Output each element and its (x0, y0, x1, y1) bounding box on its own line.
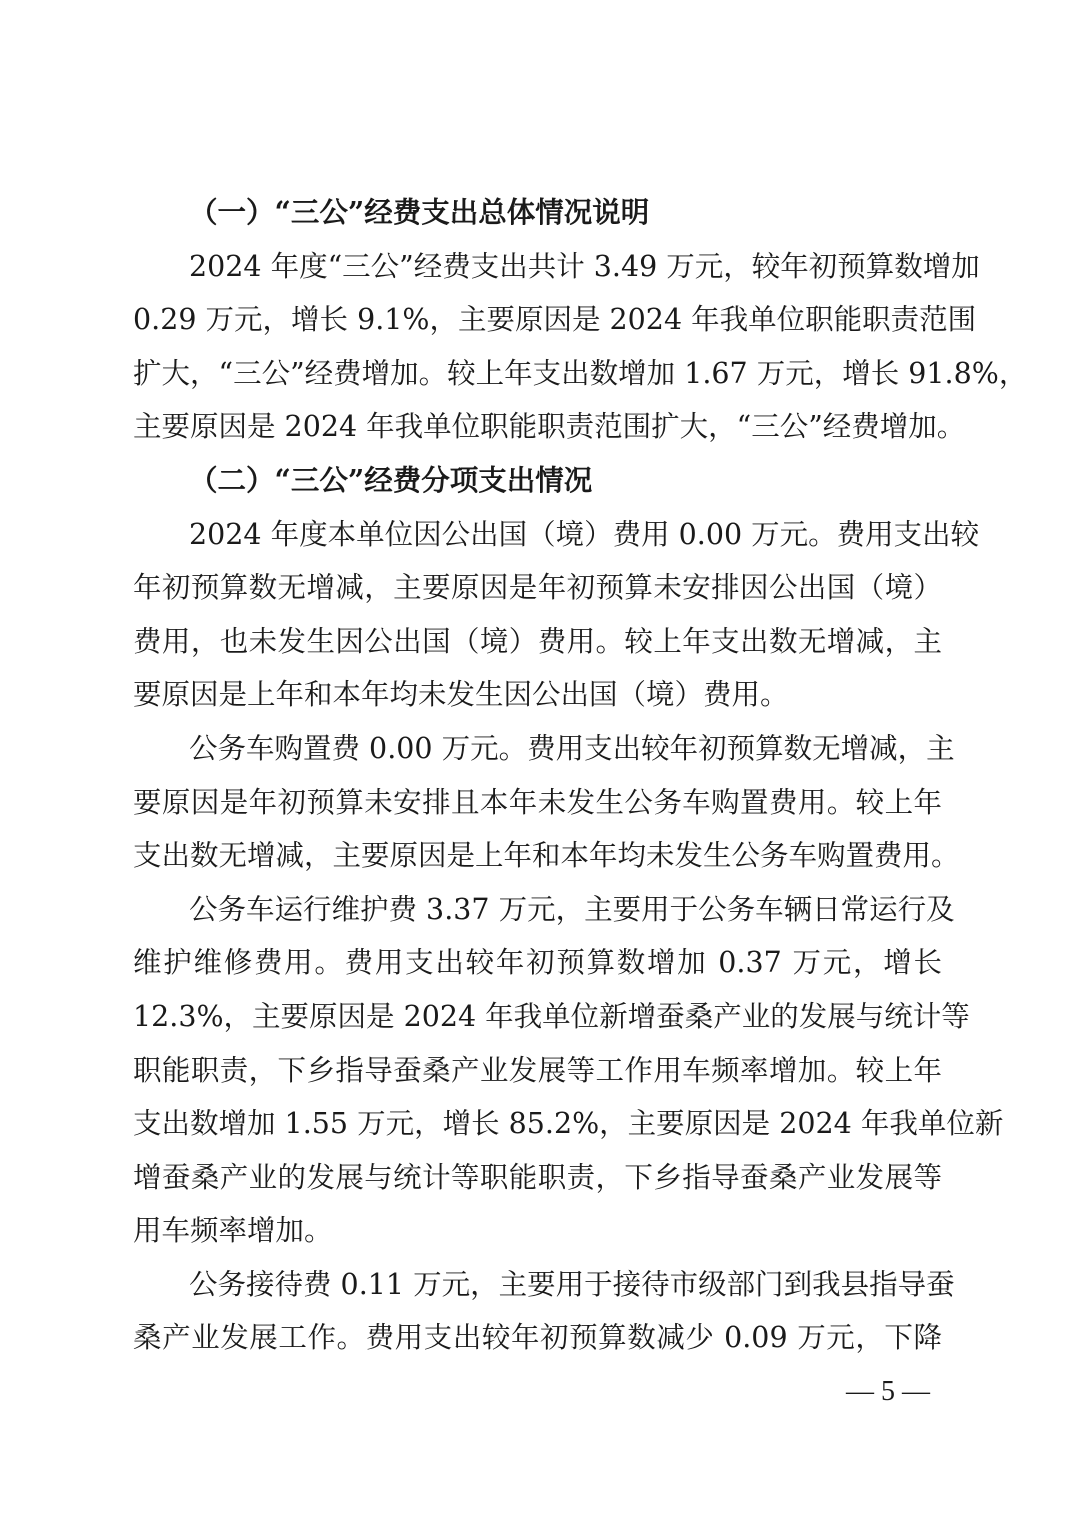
paragraph-line: 桑产业发展工作。费用支出较年初预算数减少 0.09 万元，下降 (133, 1321, 942, 1355)
paragraph-line: 年初预算数无增减，主要原因是年初预算未安排因公出国（境） (133, 571, 942, 605)
paragraph-line: 扩大，“三公”经费增加。较上年支出数增加 1.67 万元，增长 91.8%， (133, 356, 1028, 390)
paragraph-line: 0.29 万元，增长 9.1%，主要原因是 2024 年我单位职能职责范围 (133, 303, 977, 337)
paragraph-line: 维护维修费用。费用支出较年初预算数增加 0.37 万元，增长 (133, 946, 942, 980)
paragraph-line: 职能职责，下乡指导蚕桑产业发展等工作用车频率增加。较上年 (133, 1053, 942, 1087)
paragraph-line: 用车频率增加。 (133, 1214, 333, 1248)
page-number: — 5 — (846, 1376, 930, 1407)
section-heading-2: （二）“三公”经费分项支出情况 (189, 462, 593, 497)
paragraph-line: 费用，也未发生因公出国（境）费用。较上年支出数无增减，主 (133, 624, 942, 658)
paragraph-line: 12.3%，主要原因是 2024 年我单位新增蚕桑产业的发展与统计等 (133, 999, 970, 1033)
paragraph-line: 支出数无增减，主要原因是上年和本年均未发生公务车购置费用。 (133, 839, 960, 873)
paragraph-line: 公务车购置费 0.00 万元。费用支出较年初预算数无增减，主 (189, 731, 955, 765)
paragraph-line: 2024 年度“三公”经费支出共计 3.49 万元，较年初预算数增加 (189, 249, 980, 283)
document-body (133, 186, 1028, 1365)
paragraph-line: 2024 年度本单位因公出国（境）费用 0.00 万元。费用支出较 (189, 517, 980, 551)
paragraph-line: 要原因是年初预算未安排且本年未发生公务车购置费用。较上年 (133, 785, 942, 819)
paragraph-line: 公务车运行维护费 3.37 万元，主要用于公务车辆日常运行及 (189, 892, 955, 926)
paragraph-line: 要原因是上年和本年均未发生因公出国（境）费用。 (133, 678, 789, 712)
section-heading-1: （一）“三公”经费支出总体情况说明 (189, 195, 650, 229)
paragraph-line: 支出数增加 1.55 万元，增长 85.2%，主要原因是 2024 年我单位新 (133, 1107, 1004, 1141)
paragraph-line: 公务接待费 0.11 万元，主要用于接待市级部门到我县指导蚕 (189, 1267, 955, 1301)
paragraph-line: 主要原因是 2024 年我单位职能职责范围扩大，“三公”经费增加。 (133, 410, 966, 444)
paragraph-line: 增蚕桑产业的发展与统计等职能职责，下乡指导蚕桑产业发展等 (133, 1160, 942, 1194)
